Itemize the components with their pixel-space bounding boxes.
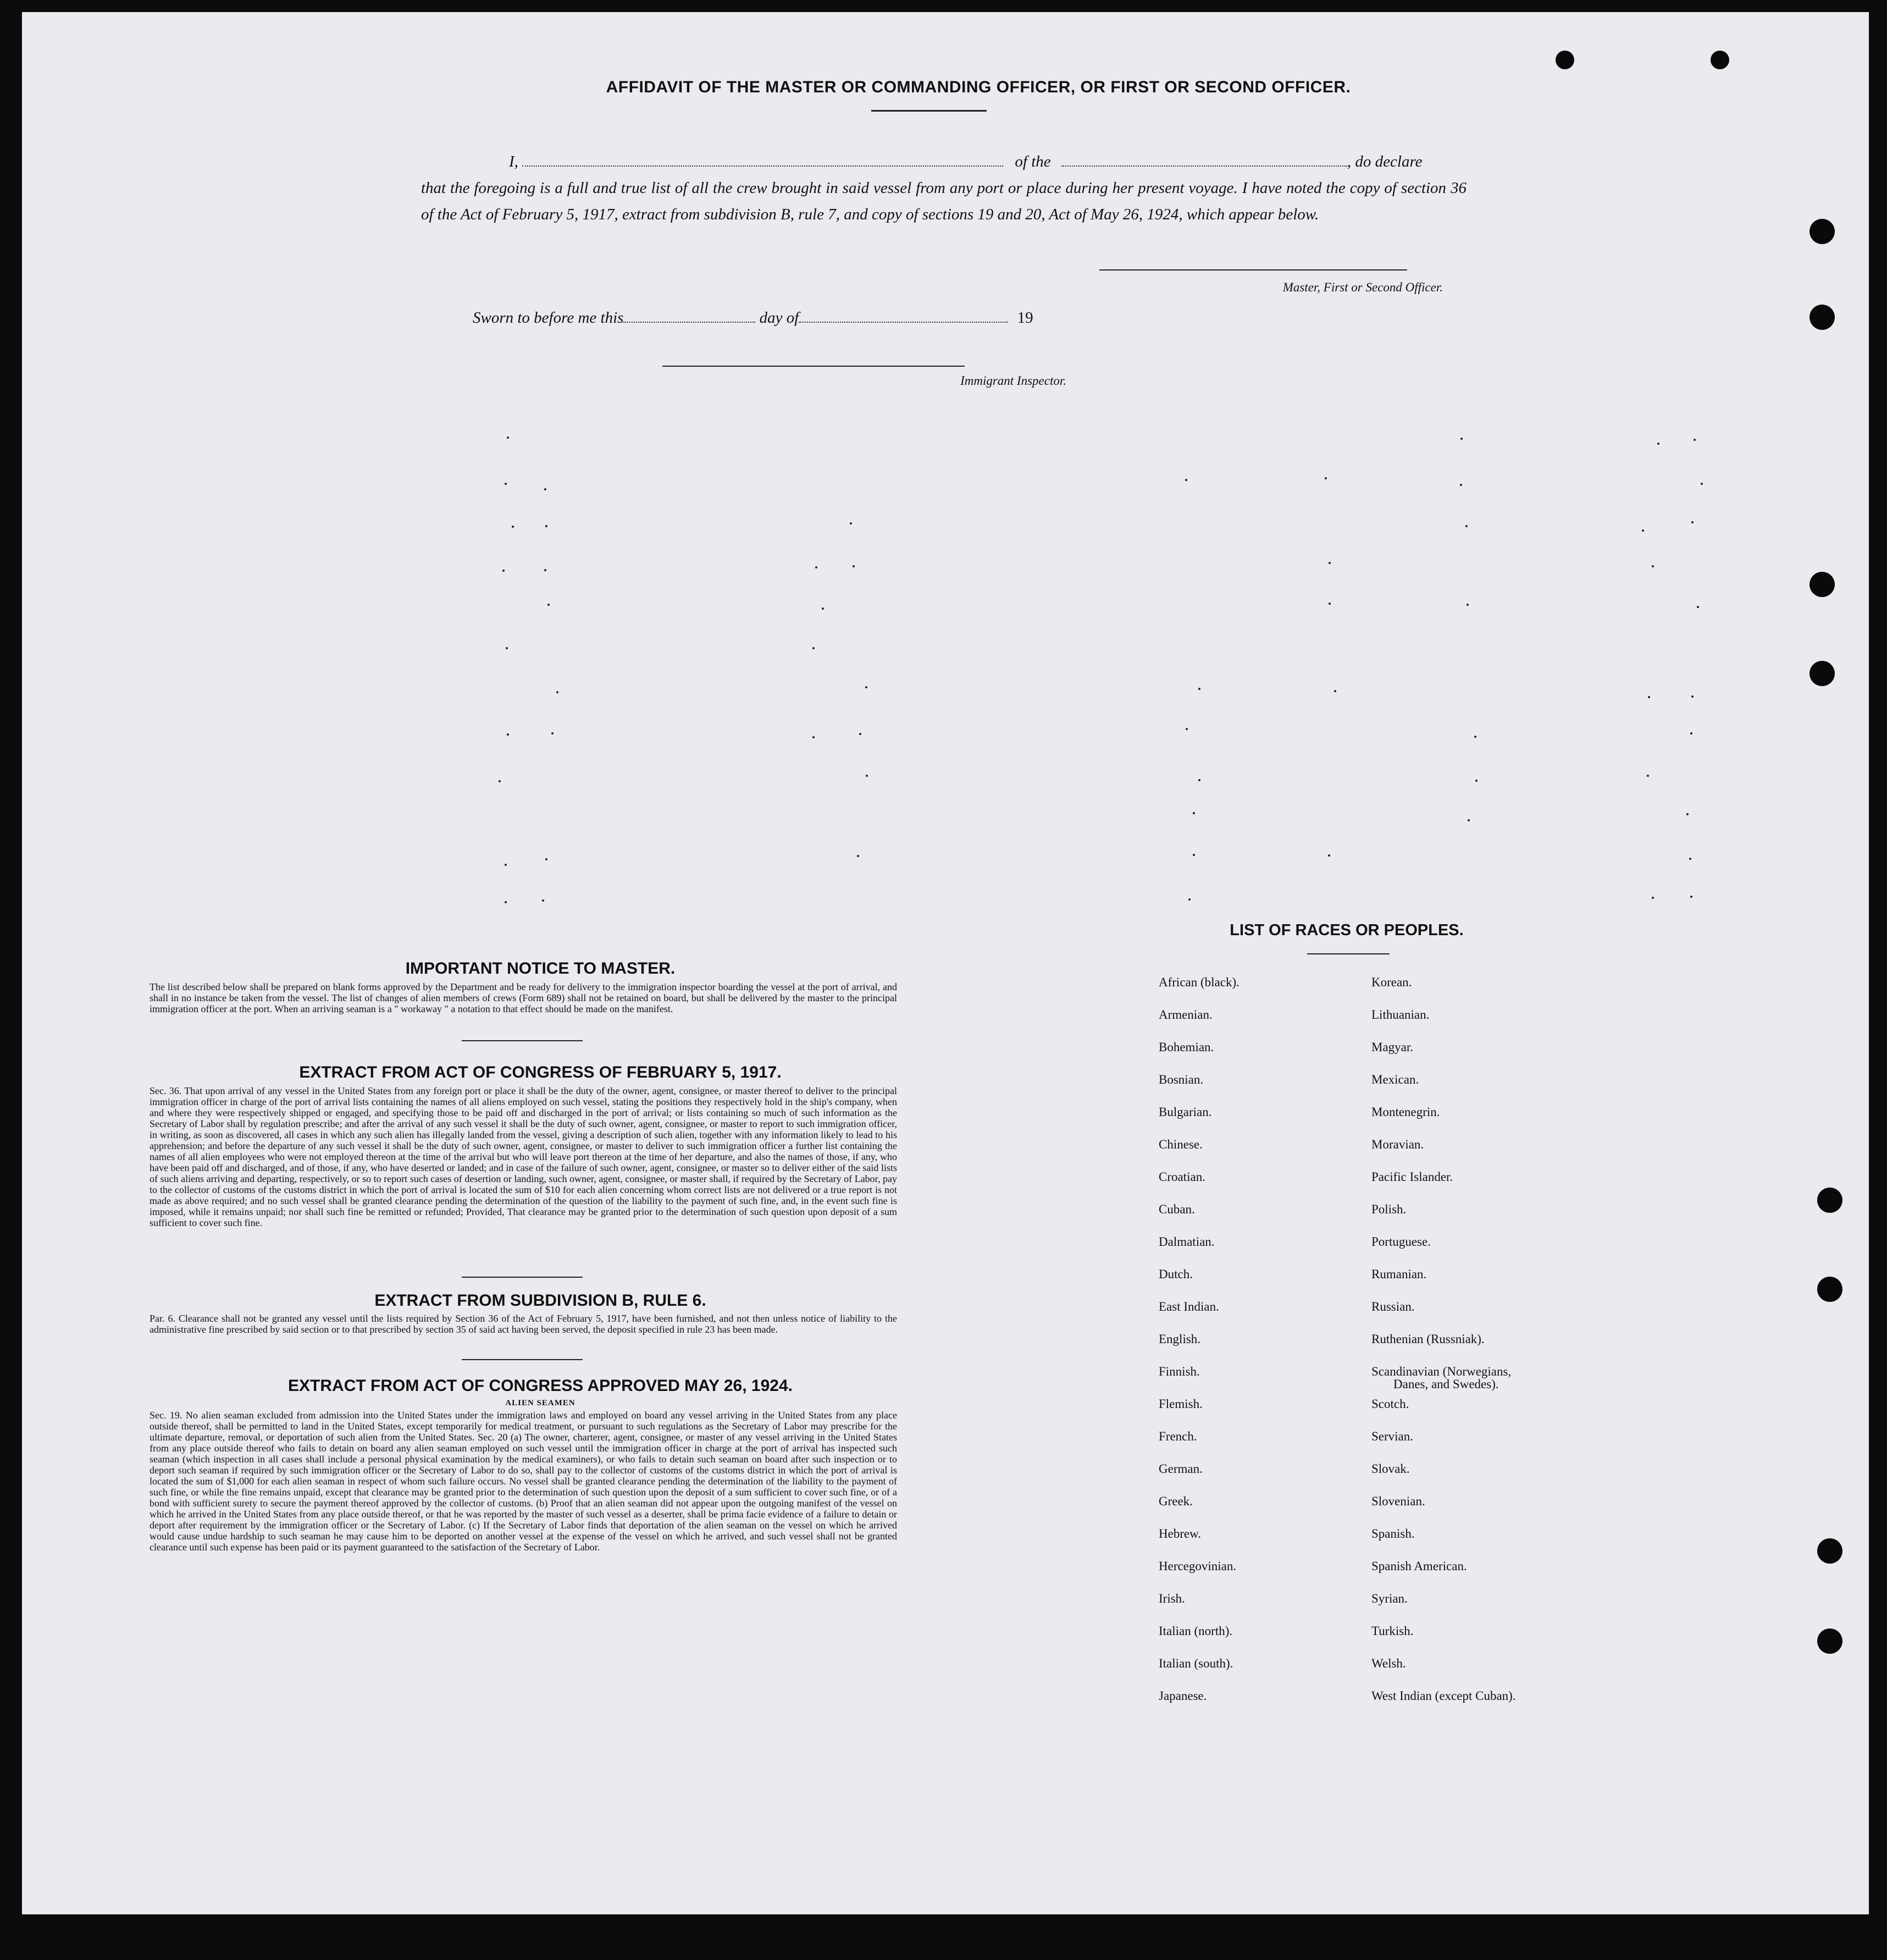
- punch-hole: [1556, 51, 1574, 69]
- race-item: Hebrew.: [1159, 1527, 1202, 1541]
- race-item: Italian (north).: [1159, 1624, 1233, 1638]
- affidavit-statement: [421, 148, 1467, 175]
- speck: [1334, 690, 1336, 692]
- speck: [1185, 479, 1187, 481]
- race-item: Pacific Islander.: [1371, 1170, 1453, 1184]
- race-item: Armenian.: [1159, 1008, 1213, 1022]
- race-item: Magyar.: [1371, 1040, 1414, 1054]
- speck: [1697, 606, 1699, 608]
- signature-label: Master, First or Second Officer.: [1282, 280, 1443, 294]
- race-item: German.: [1159, 1462, 1203, 1476]
- punch-hole: [1809, 572, 1835, 597]
- punch-hole: [1817, 1277, 1842, 1302]
- subdivision-b-body: Par. 6. Clearance shall not be granted any vessel until the lists required by Section 36 of the Act of February 5, 1917, have been furnished, and not then unless notice of liability to the administrative fine prescribed by said section or to that prescribed by section 35 of said act having been served, the deposit specified in rule 23 has been made.: [150, 1313, 897, 1335]
- extract-1924-title: EXTRACT FROM ACT OF CONGRESS APPROVED MAY 26, 1924.: [288, 1377, 793, 1395]
- speck: [815, 566, 817, 568]
- speck: [1198, 779, 1200, 781]
- year-label: 19: [1017, 309, 1033, 327]
- race-item: Italian (south).: [1159, 1657, 1233, 1670]
- day-of-label: day of: [759, 309, 799, 327]
- race-item-continuation: Danes, and Swedes).: [1393, 1377, 1499, 1391]
- race-item: Ruthenian (Russniak).: [1371, 1332, 1485, 1346]
- speck: [1186, 728, 1188, 730]
- speck: [512, 526, 514, 528]
- speck: [1691, 695, 1694, 698]
- punch-hole: [1711, 51, 1729, 69]
- race-item: Spanish American.: [1371, 1559, 1467, 1573]
- race-item: Chinese.: [1159, 1138, 1203, 1151]
- race-item: Greek.: [1159, 1494, 1193, 1508]
- speck: [556, 691, 558, 693]
- sworn-month-blank[interactable]: [799, 311, 1008, 323]
- speck: [1475, 780, 1477, 782]
- speck: [1328, 854, 1330, 857]
- subdivision-b-title: EXTRACT FROM SUBDIVISION B, RULE 6.: [374, 1291, 706, 1310]
- speck: [865, 686, 867, 688]
- race-item: Mexican.: [1371, 1073, 1419, 1086]
- speck: [859, 733, 861, 735]
- title-underline: [871, 110, 987, 112]
- speck: [1652, 897, 1654, 899]
- speck: [1657, 443, 1659, 445]
- subdivision-b-divider: [462, 1359, 583, 1360]
- speck: [853, 565, 855, 567]
- race-item: Russian.: [1371, 1300, 1415, 1313]
- speck: [1193, 812, 1195, 814]
- race-item: French.: [1159, 1429, 1197, 1443]
- signature-line: [1099, 269, 1407, 270]
- race-item: Servian.: [1371, 1429, 1414, 1443]
- affidavit-body: that the foregoing is a full and true list of all the crew brought in said vessel from any port or place during her present voyage. I have noted the copy of section 36 of the Act of February 5, 1917, extract from subdivision B, rule 7, and copy of sections 19 and 20, Act of May 26, 1924, which appear below.: [421, 179, 1467, 223]
- race-item: Montenegrin.: [1371, 1105, 1440, 1119]
- speck: [1691, 521, 1694, 523]
- speck: [1652, 565, 1654, 567]
- race-item: Korean.: [1371, 975, 1412, 989]
- inspector-line: [662, 366, 965, 367]
- race-item: Flemish.: [1159, 1397, 1203, 1411]
- sworn-day-blank[interactable]: [623, 311, 755, 323]
- race-item: Rumanian.: [1371, 1267, 1427, 1281]
- extract-1917-divider: [462, 1277, 583, 1278]
- race-item: Bosnian.: [1159, 1073, 1204, 1086]
- race-item: Welsh.: [1371, 1657, 1406, 1670]
- punch-hole: [1817, 1188, 1842, 1213]
- speck: [850, 522, 852, 524]
- race-item: Cuban.: [1159, 1202, 1195, 1216]
- race-item: Slovak.: [1371, 1462, 1410, 1476]
- speck: [1647, 775, 1649, 777]
- punch-hole: [1809, 661, 1835, 686]
- speck: [866, 775, 868, 777]
- punch-hole: [1817, 1538, 1842, 1564]
- inspector-label: Immigrant Inspector.: [960, 374, 1066, 388]
- speck: [1460, 438, 1463, 440]
- speck: [506, 647, 508, 649]
- race-item: Irish.: [1159, 1592, 1185, 1605]
- speck: [1329, 603, 1331, 605]
- speck: [1642, 529, 1644, 532]
- speck: [545, 858, 547, 860]
- race-item: Croatian.: [1159, 1170, 1205, 1184]
- affidavit-title: AFFIDAVIT OF THE MASTER OR COMMANDING OFFICER, OR FIRST OR SECOND OFFICER.: [606, 78, 1351, 96]
- speck: [812, 647, 815, 649]
- speck: [822, 608, 824, 610]
- race-item: Bulgarian.: [1159, 1105, 1212, 1119]
- extract-1917-title: EXTRACT FROM ACT OF CONGRESS OF FEBRUARY 5, 1917.: [299, 1063, 782, 1081]
- speck: [1474, 736, 1476, 738]
- speck: [505, 864, 507, 866]
- officer-name-blank[interactable]: [522, 154, 1003, 167]
- speck: [551, 732, 554, 735]
- speck: [1648, 696, 1650, 698]
- race-item: Dalmatian.: [1159, 1235, 1215, 1249]
- speck: [1193, 854, 1195, 856]
- races-title: LIST OF RACES OR PEOPLES.: [1230, 921, 1464, 939]
- race-item: African (black).: [1159, 975, 1239, 989]
- notice-divider: [462, 1040, 583, 1041]
- race-item: Scandinavian (Norwegians,: [1371, 1365, 1512, 1378]
- race-item: Finnish.: [1159, 1365, 1200, 1378]
- document-page: [22, 12, 1869, 1914]
- vessel-name-blank[interactable]: [1061, 154, 1347, 167]
- races-left-column: [1159, 975, 1368, 1745]
- speck: [1198, 688, 1200, 690]
- speck: [1325, 477, 1327, 479]
- affidavit-declare-label: , do declare: [1347, 153, 1423, 170]
- speck: [542, 899, 544, 902]
- speck: [1460, 484, 1462, 486]
- speck: [812, 736, 815, 738]
- speck: [857, 855, 859, 857]
- race-item: Portuguese.: [1371, 1235, 1431, 1249]
- speck: [507, 733, 509, 736]
- speck: [1465, 525, 1468, 527]
- sworn-label: Sworn to before me this: [473, 309, 624, 327]
- notice-title: IMPORTANT NOTICE TO MASTER.: [405, 959, 676, 978]
- race-item: Turkish.: [1371, 1624, 1414, 1638]
- race-item: East Indian.: [1159, 1300, 1219, 1313]
- speck: [1467, 604, 1469, 606]
- notice-body: The list described below shall be prepared on blank forms approved by the Department and be ready for delivery to the immigration inspector boarding the vessel at the port of arrival, and shall in no instance be taken from the vessel. The list of changes of alien members of crews (Form 689) shall not be retained on board, but shall be delivered by the master to the principal immigration officer at the port. When an arriving seaman is a " workaway " a notation to that effect should be made on the manifest.: [150, 981, 897, 1014]
- speck: [1329, 562, 1331, 564]
- speck: [502, 570, 505, 572]
- race-item: Spanish.: [1371, 1527, 1415, 1541]
- race-item: English.: [1159, 1332, 1201, 1346]
- race-item: West Indian (except Cuban).: [1371, 1689, 1516, 1703]
- extract-1917-body: Sec. 36. That upon arrival of any vessel in the United States from any foreign port or place it shall be the duty of the owner, agent, consignee, or master thereof to deliver to the principal immigration officer in charge of the port of arrival lists containing the names of all aliens employed on such vessel, stating the positions they respectively hold in the ship's company, when and where they were respectively shipped or engaged, and specifying those to be paid off and discharged in the port of arrival; or lists containing so much of such information as the Secretary of Labor shall by regulation prescribe; and after the arrival of any such vessel it shall be the duty of such owner, agent, consignee, or master to report to such immigration officer, in writing, as soon as discovered, all cases in which any such alien has illegally landed from the vessel, giving a description of such alien, together with any information likely to lead to his apprehension; and before the departure of any such vessel it shall be the duty of such owner, agent, consignee, or master to deliver to such immigration officer a further list containing the names of all alien employees who were not employed thereon at the time of the arrival but who will leave port thereon at the time of her departure, and also the names of those, if any, who have been paid off and discharged, and of those, if any, who have deserted or landed; and in case of the failure of such owner, agent, consignee, or master so to deliver either of the said lists of such aliens arriving and departing, respectively, or so to report such cases of desertion or landing, such owner, agent, consignee, or master shall, if required by the Secretary of Labor, pay to the collector of customs of the customs district in which the port of arrival is located the sum of $10 for each alien concerning whom correct lists are not delivered or a true report is not made as above required; and no such vessel shall be granted clearance pending the determination of the question of the liability to the payment of such fine, and, in the event such fine is imposed, while it remains unpaid; nor shall such fine be remitted or refunded; Provided, That clearance may be granted prior to the determination of such question upon deposit of a sum sufficient to cover such fine.: [150, 1085, 897, 1228]
- race-item: Bohemian.: [1159, 1040, 1214, 1054]
- speck: [1690, 732, 1692, 735]
- alien-seamen-subtitle: ALIEN SEAMEN: [505, 1399, 575, 1407]
- race-item: Dutch.: [1159, 1267, 1193, 1281]
- speck: [545, 525, 547, 527]
- races-right-column: [1371, 975, 1646, 1745]
- speck: [499, 780, 501, 782]
- race-item: Polish.: [1371, 1202, 1407, 1216]
- speck: [544, 488, 546, 490]
- punch-hole: [1809, 219, 1835, 244]
- speck: [1686, 813, 1689, 815]
- speck: [505, 483, 507, 485]
- race-item: Japanese.: [1159, 1689, 1207, 1703]
- speck: [1689, 858, 1691, 860]
- races-underline: [1307, 953, 1390, 954]
- punch-hole: [1817, 1628, 1842, 1654]
- affidavit-i-label: I,: [509, 153, 518, 170]
- race-item: Hercegovinian.: [1159, 1559, 1237, 1573]
- speck: [1701, 483, 1703, 485]
- race-item: Moravian.: [1371, 1138, 1424, 1151]
- speck: [1468, 819, 1470, 821]
- speck: [507, 437, 509, 439]
- punch-hole: [1809, 305, 1835, 330]
- sworn-line: [473, 309, 1033, 327]
- race-item: Slovenian.: [1371, 1494, 1425, 1508]
- speck: [505, 901, 507, 903]
- affidavit-of-the-label: of the: [1015, 153, 1051, 170]
- race-item: Scotch.: [1371, 1397, 1409, 1411]
- speck: [547, 604, 550, 606]
- extract-1924-body: Sec. 19. No alien seaman excluded from admission into the United States under the immigration laws and employed on board any vessel arriving in the United States from any place outside thereof, shall be permitted to land in the United States, except temporarily for medical treatment, or pursuant to such regulations as the Secretary of Labor may prescribe for the ultimate departure, removal, or deportation of such alien from the United States. Sec. 20 (a) The owner, charterer, agent, consignee, or master of any vessel arriving in the United States from any place outside thereof who fails to detain on board any alien seaman employed on such vessel until the immigration officer in charge at the port of arrival has inspected such seaman (which inspection in all cases shall include a personal physical examination by the medical examiners), or who fails to detain such seaman on board after such inspection or to deport such seaman if required by such immigration officer or the Secretary of Labor to do so, shall pay to the collector of customs of the customs district in which the port of arrival is located the sum of $1,000 for each alien seaman in respect of whom such failure occurs. No vessel shall be granted clearance pending the determination of the liability to the payment of such fine, or while the fine remains unpaid, except that clearance may be granted prior to the determination of such question upon the deposit of a sum sufficient to cover such fine, or of a bond with sufficient surety to secure the payment thereof approved by the collector of customs. (b) Proof that an alien seaman did not appear upon the outgoing manifest of the vessel on which he arrived in the United States from any place outside thereof, or that he was reported by the master of such vessel as a deserter, shall be prima facie evidence of a failure to detain or deport after requirement by the immigration officer or the Secretary of Labor. (c) If the Secretary of Labor finds that deportation of the alien seaman on the vessel on which he arrived would cause undue hardship to such seaman he may cause him to be deported on another vessel at the expense of the vessel on which he arrived, and such vessel shall not be granted clearance until such expense has been paid or its payment guaranteed to the satisfaction of the Secretary of Labor.: [150, 1410, 897, 1553]
- speck: [1690, 896, 1692, 898]
- speck: [1694, 439, 1696, 441]
- race-item: Lithuanian.: [1371, 1008, 1430, 1022]
- race-item: Syrian.: [1371, 1592, 1408, 1605]
- speck: [1188, 898, 1191, 901]
- speck: [544, 569, 546, 571]
